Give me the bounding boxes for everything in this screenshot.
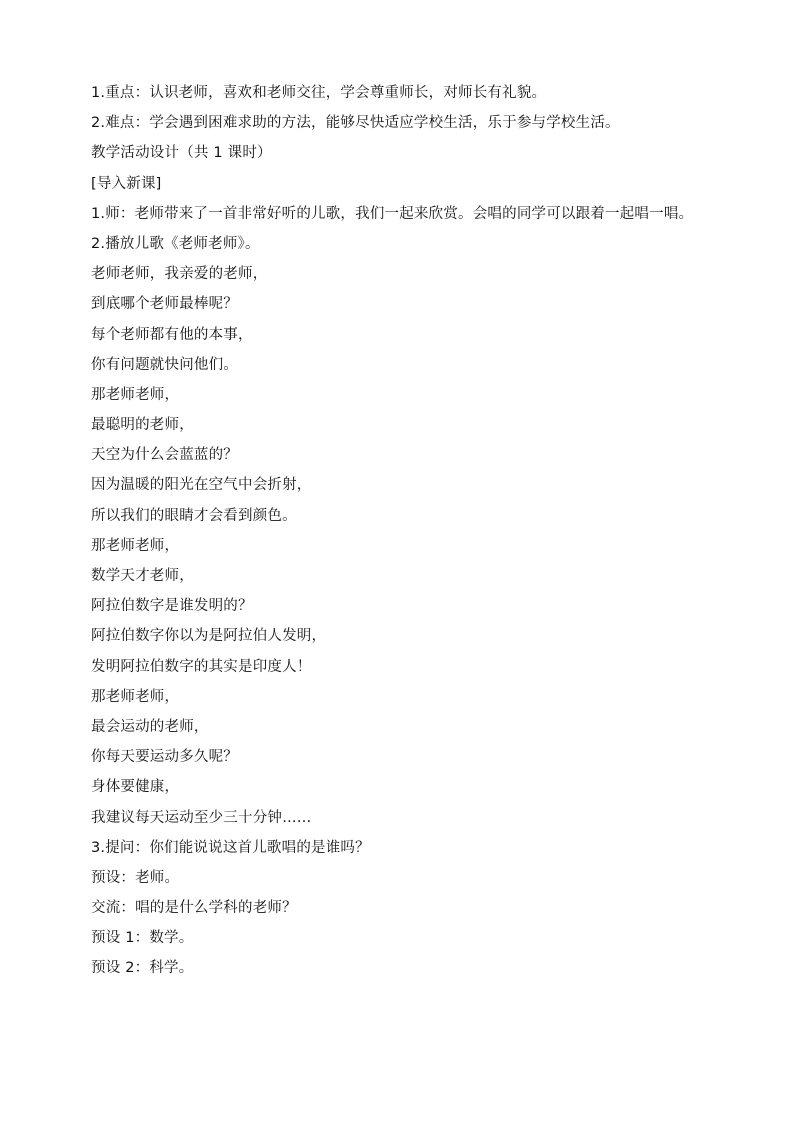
song-line: 到底哪个老师最棒呢？ [91, 296, 238, 313]
question-line: 3.提问：你们能说说这首儿歌唱的是谁吗？ [91, 839, 370, 856]
song-line: 最会运动的老师， [91, 718, 209, 735]
discussion-line: 交流：唱的是什么学科的老师？ [91, 900, 297, 917]
song-line: 那老师老师， [91, 386, 180, 403]
song-line: 数学天才老师， [91, 568, 194, 585]
song-line: 那老师老师， [91, 688, 180, 705]
song-line: 你每天要运动多久呢？ [91, 749, 238, 766]
preset-answer-line: 预设 2：科学。 [91, 960, 194, 977]
song-line: 你有问题就快问他们。 [91, 356, 238, 373]
document-body [91, 78, 703, 984]
difficulty-line: 2.难点：学会遇到困难求助的方法，能够尽快适应学校生活，乐于参与学校生活。 [91, 115, 620, 132]
song-line: 最聪明的老师， [91, 417, 194, 434]
song-line: 因为温暖的阳光在空气中会折射， [91, 477, 312, 494]
preset-answer-line: 预设：老师。 [91, 869, 180, 886]
song-line: 阿拉伯数字是谁发明的？ [91, 598, 253, 615]
song-line: 所以我们的眼睛才会看到颜色。 [91, 507, 297, 524]
intro-paragraph: 1.师：老师带来了一首非常好听的儿歌，我们一起来欣赏。会唱的同学可以跟着一起唱一唱。 [91, 205, 694, 222]
song-line: 2.播放儿歌《老师老师》。 [91, 235, 260, 252]
song-line: 身体要健康， [91, 779, 180, 796]
intro-section-heading: [导入新课] [91, 175, 162, 192]
song-line: 每个老师都有他的本事， [91, 326, 253, 343]
song-line: 发明阿拉伯数字的其实是印度人！ [91, 658, 312, 675]
preset-answer-line: 预设 1：数学。 [91, 930, 194, 947]
activity-design-heading: 教学活动设计（共 1 课时） [91, 145, 272, 162]
song-line: 我建议每天运动至少三十分钟…… [91, 809, 312, 826]
song-line: 阿拉伯数字你以为是阿拉伯人发明， [91, 628, 327, 645]
song-line: 老师老师，我亲爱的老师， [91, 266, 268, 283]
song-line: 天空为什么会蓝蓝的？ [91, 447, 238, 464]
song-line: 那老师老师， [91, 537, 180, 554]
key-point-line: 1.重点：认识老师，喜欢和老师交往，学会尊重师长，对师长有礼貌。 [91, 85, 547, 101]
